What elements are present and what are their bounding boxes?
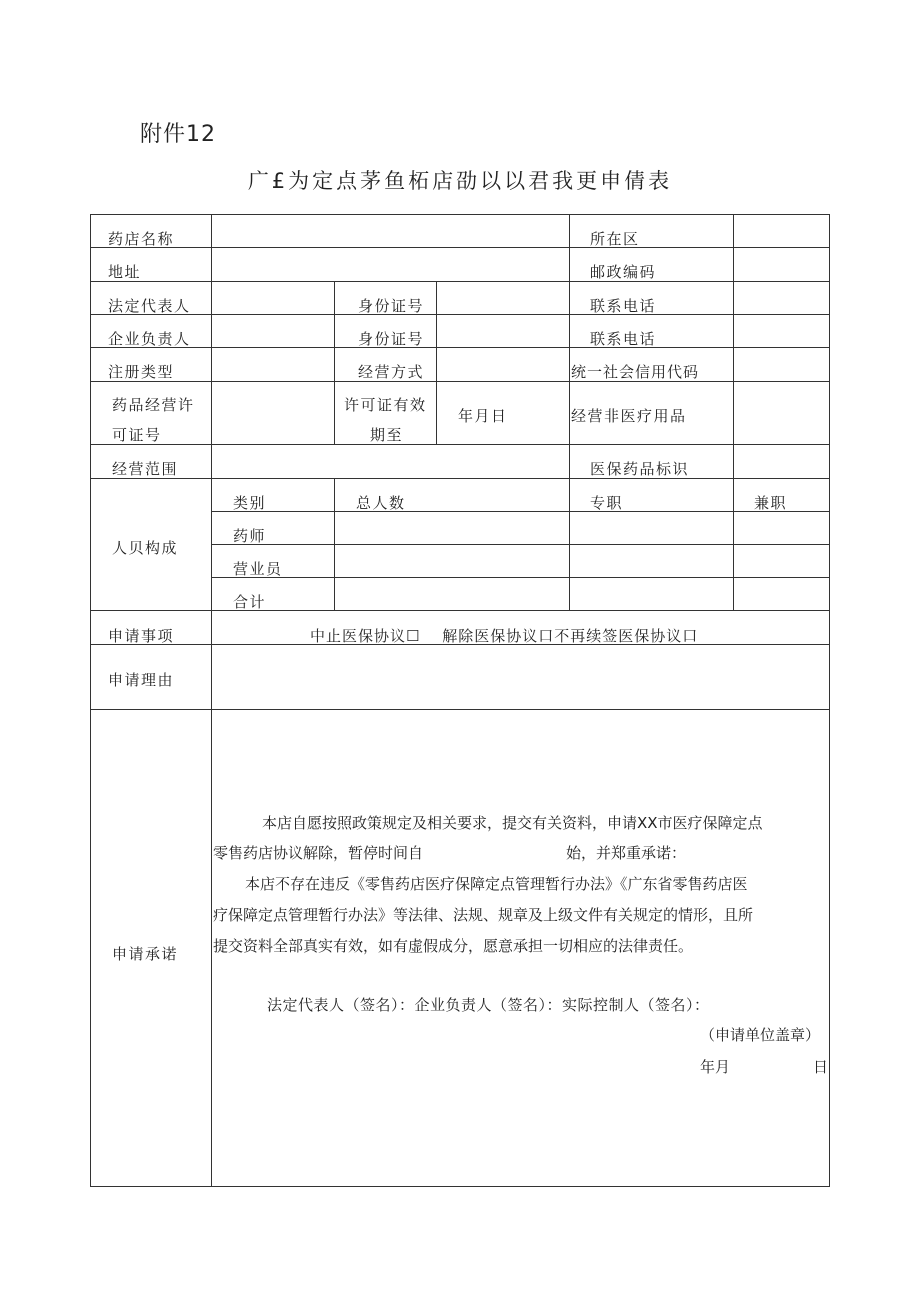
pharmacy-name-label: 药店名称 [108,230,175,248]
business-mode-label: 经营方式 [358,363,425,381]
commitment-line-4: 疗保障定点管理暂行办法》等法律、法规、规章及上级文件有关规定的情形，且所 [213,906,754,924]
attachment-number: 附件12 [140,122,216,147]
staff-row-clerk: 营业员 [233,560,283,578]
registration-type-label: 注册类型 [108,363,175,381]
postcode-label: 邮政编码 [590,263,657,281]
staff-col-fulltime: 专职 [590,494,624,512]
validity-label-line2: 期至 [370,426,404,444]
validity-label-line1: 许可证有效 [344,396,427,414]
commitment-line-2a: 零售药店协议解除，暂停时间自 [213,844,424,862]
credit-code-label: 统一社会信用代码 [571,363,700,381]
staff-row-total: 合计 [233,593,267,611]
non-medical-label: 经营非医疗用品 [571,407,687,425]
seal-note: （申请单位盖章） [700,1026,821,1044]
staff-col-category: 类别 [233,494,267,512]
staff-col-parttime: 兼职 [754,494,788,512]
enterprise-head-label: 企业负责人 [108,330,191,348]
business-scope-label: 经营范围 [112,460,179,478]
legal-rep-id-label: 身份证号 [358,297,425,315]
application-item-label: 申请事项 [108,627,175,645]
district-label: 所在区 [590,230,640,248]
application-item-options[interactable]: 中止医保协议☐ 解除医保协议口不再续签医保协议口 [310,627,699,645]
sign-year-month: 年月 [700,1058,731,1076]
license-no-label-line2: 可证号 [112,426,162,444]
enterprise-head-id-label: 身份证号 [358,330,425,348]
signature-line: 法定代表人（签名）：企业负责人（签名）：实际控制人（签名）： [267,996,710,1014]
staff-col-total: 总人数 [356,494,406,512]
staff-section-label: 人贝构成 [112,539,179,557]
application-reason-label: 申请理由 [108,671,175,689]
commitment-line-3: 本店不存在违反《零售药店医疗保障定点管理暂行办法》《广东省零售药店医 [245,875,748,893]
enterprise-head-phone-label: 联系电话 [590,330,657,348]
staff-row-pharmacist: 药师 [233,527,267,545]
commitment-line-5: 提交资料全部真实有效，如有虚假成分，愿意承担一切相应的法律责任。 [213,937,694,955]
validity-date-placeholder: 年月日 [458,407,508,425]
insurance-mark-label: 医保药品标识 [590,460,690,478]
commitment-line-1: 本店自愿按照政策规定及相关要求，提交有关资料，申请XX市医疗保障定点 [262,814,763,832]
address-label: 地址 [108,263,142,281]
legal-rep-phone-label: 联系电话 [590,297,657,315]
commitment-label: 申请承诺 [112,945,179,963]
commitment-line-2b: 始，并郑重承诺： [566,844,687,862]
license-no-label-line1: 药品经营许 [112,396,195,414]
form-title: 广£为定点茅鱼柘店劭以以君我更申倩表 [247,169,673,193]
sign-day: 日 [813,1058,829,1076]
legal-rep-label: 法定代表人 [108,297,191,315]
